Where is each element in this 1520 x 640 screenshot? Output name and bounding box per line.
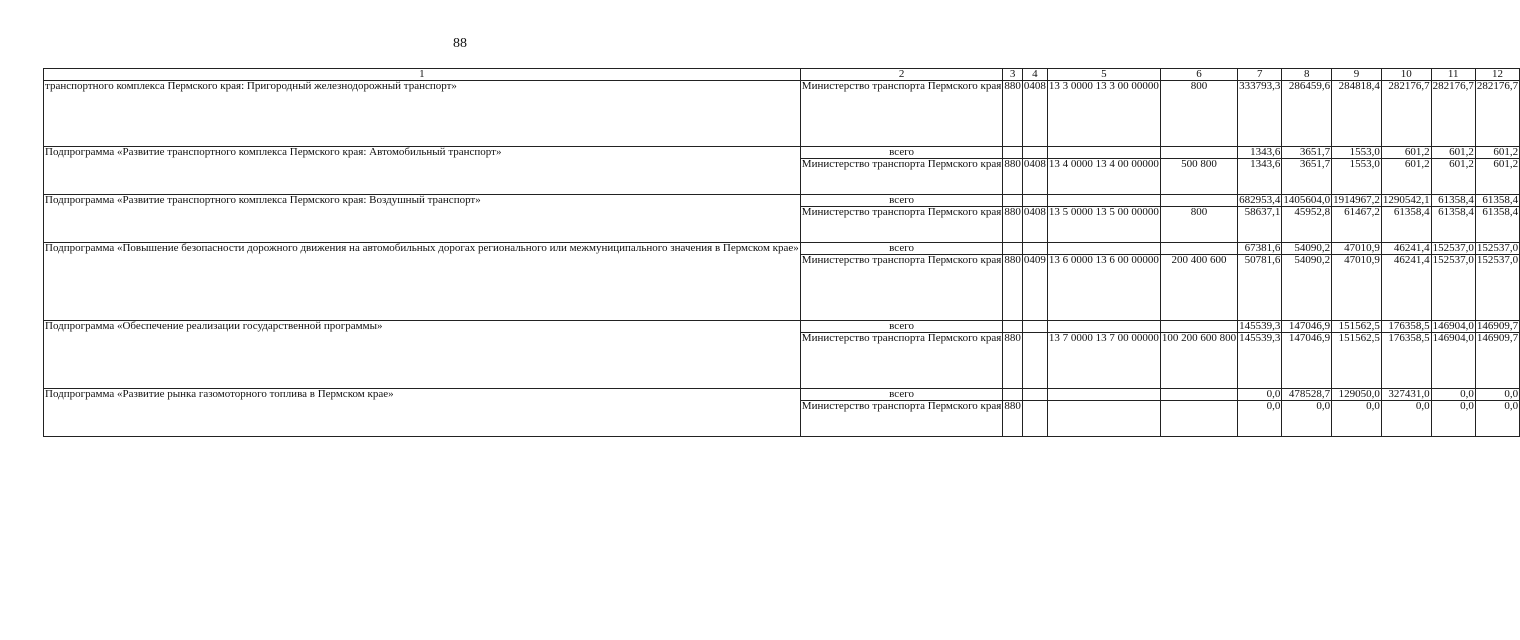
total-value: 3651,7 bbox=[1282, 147, 1332, 159]
rzpr-cell bbox=[1022, 243, 1047, 255]
executor-value: 0,0 bbox=[1332, 401, 1382, 437]
executor-value: 45952,8 bbox=[1282, 207, 1332, 243]
subprogram-total-row bbox=[44, 243, 1520, 255]
column-number-5: 5 bbox=[1047, 69, 1160, 81]
executor-value: 61358,4 bbox=[1431, 207, 1475, 243]
total-value: 176358,5 bbox=[1381, 321, 1431, 333]
total-value: 1290542,1 bbox=[1382, 194, 1430, 206]
executor-value: 147046,9 bbox=[1282, 333, 1332, 389]
executor-value: 61358,4 bbox=[1381, 207, 1431, 243]
executor-value: 601,2 bbox=[1475, 159, 1519, 195]
executor-value: 61358,4 bbox=[1475, 207, 1519, 243]
executor-value: 282176,7 bbox=[1431, 81, 1475, 147]
vr-cell bbox=[1160, 195, 1237, 207]
executor-value: 50781,6 bbox=[1238, 255, 1282, 321]
subprogram-name: Подпрограмма «Развитие рынка газомоторного топлива в Пермском крае» bbox=[44, 389, 801, 437]
total-value: 152537,0 bbox=[1432, 242, 1474, 254]
rzpr-cell bbox=[1022, 321, 1047, 333]
rzpr-code bbox=[1022, 401, 1047, 437]
executor-value: 46241,4 bbox=[1381, 255, 1431, 321]
executor-value: 3651,7 bbox=[1282, 159, 1332, 195]
total-value: 61358,4 bbox=[1431, 195, 1475, 207]
executor-value: 601,2 bbox=[1431, 159, 1475, 195]
csr-cell bbox=[1047, 243, 1160, 255]
executor-value: 286459,6 bbox=[1282, 81, 1332, 147]
executor-value: 146904,0 bbox=[1431, 333, 1475, 389]
rzpr-cell bbox=[1022, 195, 1047, 207]
subprogram-total-row bbox=[44, 195, 1520, 207]
executor-name: Министерство транспорта Пермского края bbox=[800, 159, 1003, 195]
csr-code: 13 4 0000 13 4 00 00000 bbox=[1047, 159, 1160, 195]
column-number-12: 12 bbox=[1475, 69, 1519, 81]
total-value: 1914967,2 bbox=[1333, 194, 1380, 206]
page-number: 88 bbox=[453, 36, 467, 51]
grbs-code: 880 bbox=[1003, 159, 1023, 195]
total-label: всего bbox=[800, 321, 1003, 333]
grbs-cell bbox=[1003, 147, 1023, 159]
executor-value: 54090,2 bbox=[1282, 255, 1332, 321]
header-row bbox=[44, 69, 1520, 81]
csr-cell bbox=[1047, 389, 1160, 401]
total-value: 1405604,0 bbox=[1283, 194, 1331, 206]
executor-value: 58637,1 bbox=[1238, 207, 1282, 243]
csr-code: 13 5 0000 13 5 00 00000 bbox=[1047, 207, 1160, 243]
subprogram-name: Подпрограмма «Развитие транспортного комплекса Пермского края: Автомобильный транспорт» bbox=[44, 147, 801, 195]
vr-cell bbox=[1160, 321, 1237, 333]
grbs-code: 880 bbox=[1003, 207, 1023, 243]
executor-name: Министерство транспорта Пермского края bbox=[800, 333, 1003, 389]
executor-value: 152537,0 bbox=[1431, 255, 1475, 321]
budget-table bbox=[43, 68, 1520, 437]
executor-value: 1553,0 bbox=[1332, 159, 1382, 195]
total-value: 601,2 bbox=[1431, 147, 1475, 159]
csr-code: 13 6 0000 13 6 00 00000 bbox=[1047, 255, 1160, 321]
grbs-code: 880 bbox=[1003, 255, 1023, 321]
executor-value: 146909,7 bbox=[1475, 333, 1519, 389]
total-value: 327431,0 bbox=[1381, 389, 1431, 401]
grbs-code: 880 bbox=[1003, 81, 1023, 147]
vr-code: 100 200 600 800 bbox=[1160, 333, 1237, 389]
vr-cell bbox=[1160, 389, 1237, 401]
total-value: 0,0 bbox=[1475, 389, 1519, 401]
column-number-8: 8 bbox=[1282, 69, 1332, 81]
csr-code: 13 3 0000 13 3 00 00000 bbox=[1047, 81, 1160, 147]
vr-code: 800 bbox=[1160, 81, 1237, 147]
executor-value: 282176,7 bbox=[1381, 81, 1431, 147]
total-value: 145539,3 bbox=[1239, 320, 1281, 332]
subprogram-total-row bbox=[44, 321, 1520, 333]
vr-code: 200 400 600 bbox=[1160, 255, 1237, 321]
executor-name: Министерство транспорта Пермского края bbox=[800, 255, 1003, 321]
csr-code: 13 7 0000 13 7 00 00000 bbox=[1047, 333, 1160, 389]
executor-value: 282176,7 bbox=[1475, 81, 1519, 147]
executor-value: 333793,3 bbox=[1238, 81, 1282, 147]
executor-value: 1343,6 bbox=[1238, 159, 1282, 195]
grbs-code: 880 bbox=[1003, 401, 1023, 437]
total-value: 146904,0 bbox=[1432, 320, 1474, 332]
executor-value: 0,0 bbox=[1282, 401, 1332, 437]
executor-value: 0,0 bbox=[1381, 401, 1431, 437]
subprogram-name: Подпрограмма «Повышение безопасности дорожного движения на автомобильных дорогах регионального или межмуниципального значения в Пермском крае» bbox=[44, 243, 801, 321]
total-value: 129050,0 bbox=[1332, 389, 1382, 401]
vr-code bbox=[1160, 401, 1237, 437]
grbs-cell bbox=[1003, 389, 1023, 401]
total-value: 147046,9 bbox=[1282, 321, 1332, 333]
total-value: 478528,7 bbox=[1282, 389, 1332, 401]
executor-value: 284818,4 bbox=[1332, 81, 1382, 147]
total-value: 601,2 bbox=[1475, 147, 1519, 159]
vr-code: 800 bbox=[1160, 207, 1237, 243]
total-value: 61358,4 bbox=[1475, 195, 1519, 207]
column-number-7: 7 bbox=[1238, 69, 1282, 81]
executor-value: 61467,2 bbox=[1332, 207, 1382, 243]
vr-cell bbox=[1160, 243, 1237, 255]
csr-cell bbox=[1047, 321, 1160, 333]
column-number-10: 10 bbox=[1381, 69, 1431, 81]
executor-value: 151562,5 bbox=[1332, 333, 1382, 389]
rzpr-code: 0408 bbox=[1022, 159, 1047, 195]
total-value: 67381,6 bbox=[1238, 243, 1282, 255]
rzpr-cell bbox=[1022, 389, 1047, 401]
total-value: 54090,2 bbox=[1282, 243, 1332, 255]
column-number-4: 4 bbox=[1022, 69, 1047, 81]
csr-cell bbox=[1047, 147, 1160, 159]
total-value: 0,0 bbox=[1431, 389, 1475, 401]
executor-value: 152537,0 bbox=[1475, 255, 1519, 321]
total-value: 1553,0 bbox=[1332, 147, 1382, 159]
total-value: 151562,5 bbox=[1332, 321, 1382, 333]
column-number-3: 3 bbox=[1003, 69, 1023, 81]
total-value: 46241,4 bbox=[1381, 243, 1431, 255]
subprogram-name: транспортного комплекса Пермского края: Пригородный железнодорожный транспорт» bbox=[44, 81, 801, 147]
total-label: всего bbox=[800, 389, 1003, 401]
total-label: всего bbox=[800, 243, 1003, 255]
column-number-1: 1 bbox=[44, 69, 801, 81]
subprogram-name: Подпрограмма «Обеспечение реализации государственной программы» bbox=[44, 321, 801, 389]
grbs-cell bbox=[1003, 321, 1023, 333]
executor-value: 47010,9 bbox=[1332, 255, 1382, 321]
total-label: всего bbox=[800, 195, 1003, 207]
total-value: 146909,7 bbox=[1476, 320, 1519, 332]
executor-name: Министерство транспорта Пермского края bbox=[800, 81, 1003, 147]
column-number-6: 6 bbox=[1160, 69, 1237, 81]
executor-value: 0,0 bbox=[1238, 401, 1282, 437]
executor-value: 176358,5 bbox=[1381, 333, 1431, 389]
executor-name: Министерство транспорта Пермского края bbox=[800, 207, 1003, 243]
grbs-cell bbox=[1003, 195, 1023, 207]
rzpr-code: 0409 bbox=[1022, 255, 1047, 321]
csr-code bbox=[1047, 401, 1160, 437]
executor-value: 145539,3 bbox=[1238, 333, 1282, 389]
grbs-cell bbox=[1003, 243, 1023, 255]
vr-code: 500 800 bbox=[1160, 159, 1237, 195]
executor-name: Министерство транспорта Пермского края bbox=[800, 401, 1003, 437]
executor-value: 0,0 bbox=[1475, 401, 1519, 437]
column-number-2: 2 bbox=[800, 69, 1003, 81]
subprogram-total-row bbox=[44, 389, 1520, 401]
rzpr-code: 0408 bbox=[1022, 207, 1047, 243]
total-value: 0,0 bbox=[1238, 389, 1282, 401]
grbs-code: 880 bbox=[1003, 333, 1023, 389]
total-value: 1343,6 bbox=[1238, 147, 1282, 159]
total-label: всего bbox=[800, 147, 1003, 159]
subprogram-total-row bbox=[44, 147, 1520, 159]
vr-cell bbox=[1160, 147, 1237, 159]
total-value: 601,2 bbox=[1381, 147, 1431, 159]
rzpr-code bbox=[1022, 333, 1047, 389]
total-value: 682953,4 bbox=[1239, 194, 1281, 206]
total-value: 47010,9 bbox=[1332, 243, 1382, 255]
column-number-9: 9 bbox=[1332, 69, 1382, 81]
executor-value: 0,0 bbox=[1431, 401, 1475, 437]
column-number-11: 11 bbox=[1431, 69, 1475, 81]
subprogram-name: Подпрограмма «Развитие транспортного комплекса Пермского края: Воздушный транспорт» bbox=[44, 195, 801, 243]
executor-value: 601,2 bbox=[1381, 159, 1431, 195]
executor-row bbox=[44, 81, 1520, 147]
rzpr-cell bbox=[1022, 147, 1047, 159]
total-value: 152537,0 bbox=[1476, 242, 1519, 254]
csr-cell bbox=[1047, 195, 1160, 207]
rzpr-code: 0408 bbox=[1022, 81, 1047, 147]
